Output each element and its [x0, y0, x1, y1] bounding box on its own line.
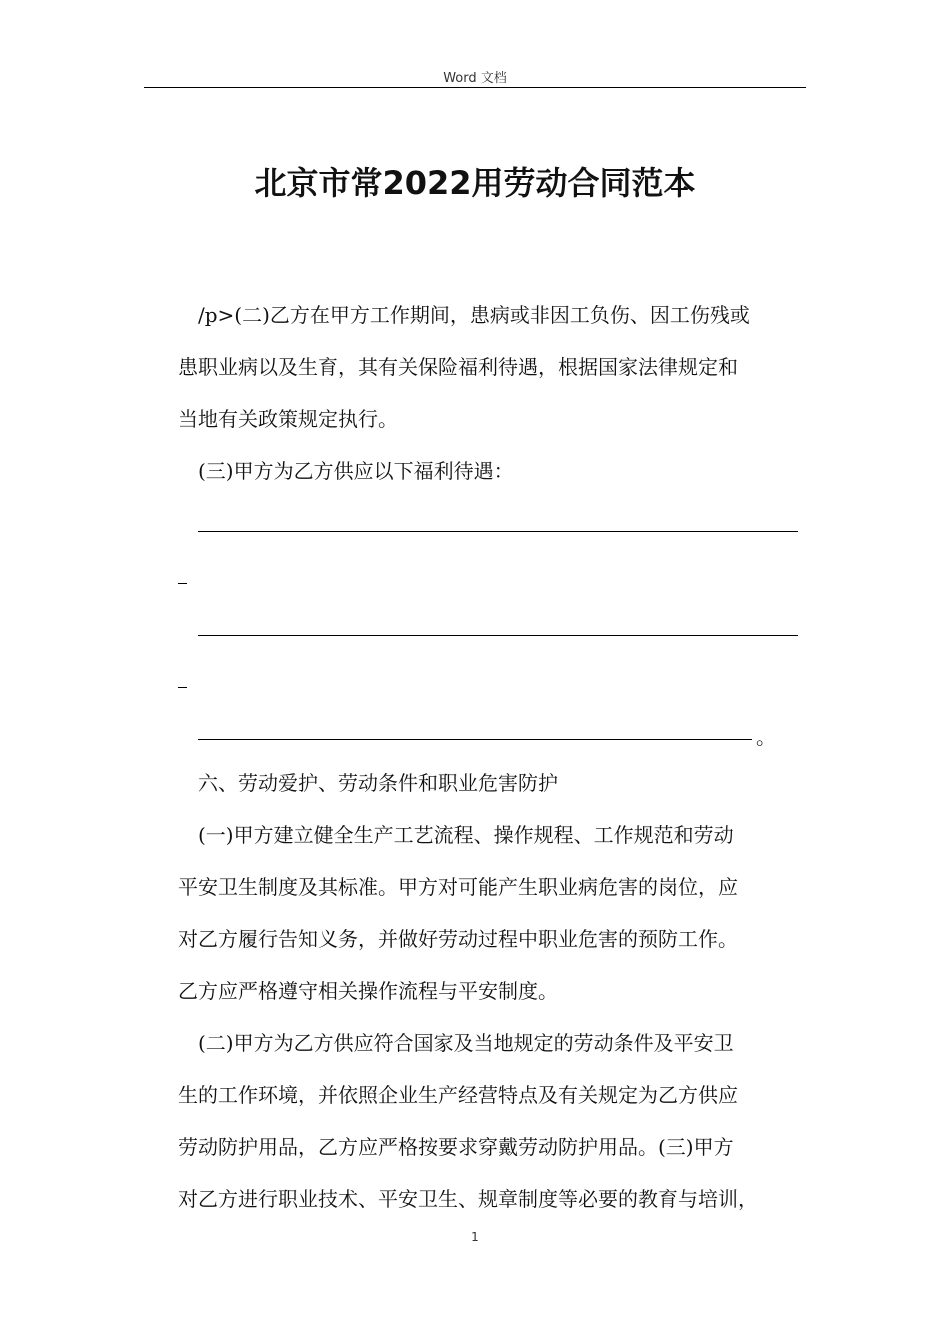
blank-underline	[198, 531, 798, 532]
paragraph-line: 对乙方进行职业技术、平安卫生、规章制度等必要的教育与培训，	[178, 1187, 758, 1211]
blank-fill-stub	[178, 557, 810, 609]
paragraph-line: 生的工作环境，并依照企业生产经营特点及有关规定为乙方供应	[178, 1083, 738, 1107]
header-label: Word 文档	[443, 71, 507, 86]
paragraph-line: (三)甲方为乙方供应以下福利待遇：	[198, 459, 514, 483]
blank-end-mark: 。	[756, 725, 776, 749]
blank-underline	[198, 739, 752, 740]
paragraph-line: 劳动防护用品，乙方应严格按要求穿戴劳动防护用品。(三)甲方	[178, 1135, 734, 1159]
paragraph-line: (二)甲方为乙方供应符合国家及当地规定的劳动条件及平安卫	[198, 1031, 734, 1055]
paragraph-line: 对乙方履行告知义务，并做好劳动过程中职业危害的预防工作。	[178, 927, 738, 951]
blank-fill-line	[178, 713, 810, 765]
paragraph-line: 平安卫生制度及其标准。甲方对可能产生职业病危害的岗位，应	[178, 875, 738, 899]
blank-underline	[198, 635, 798, 636]
document-title: 北京市常2022用劳动合同范本	[254, 164, 696, 202]
blank-fill-line	[178, 505, 810, 557]
paragraph-line: 患职业病以及生育，其有关保险福利待遇，根据国家法律规定和	[178, 355, 738, 379]
paragraph-line: 乙方应严格遵守相关操作流程与平安制度。	[178, 979, 558, 1003]
blank-underline-stub	[178, 687, 187, 688]
blank-fill-stub	[178, 661, 810, 713]
document-body	[178, 297, 810, 1233]
paragraph-line: (一)甲方建立健全生产工艺流程、操作规程、工作规范和劳动	[198, 823, 734, 847]
page-number: 1	[471, 1230, 479, 1244]
section-heading: 六、劳动爱护、劳动条件和职业危害防护	[198, 771, 558, 795]
blank-fill-line	[178, 609, 810, 661]
paragraph-line: 当地有关政策规定执行。	[178, 407, 398, 431]
header-rule	[144, 87, 806, 88]
blank-underline-stub	[178, 583, 187, 584]
paragraph-line: /p>(二)乙方在甲方工作期间，患病或非因工负伤、因工伤残或	[198, 303, 750, 327]
